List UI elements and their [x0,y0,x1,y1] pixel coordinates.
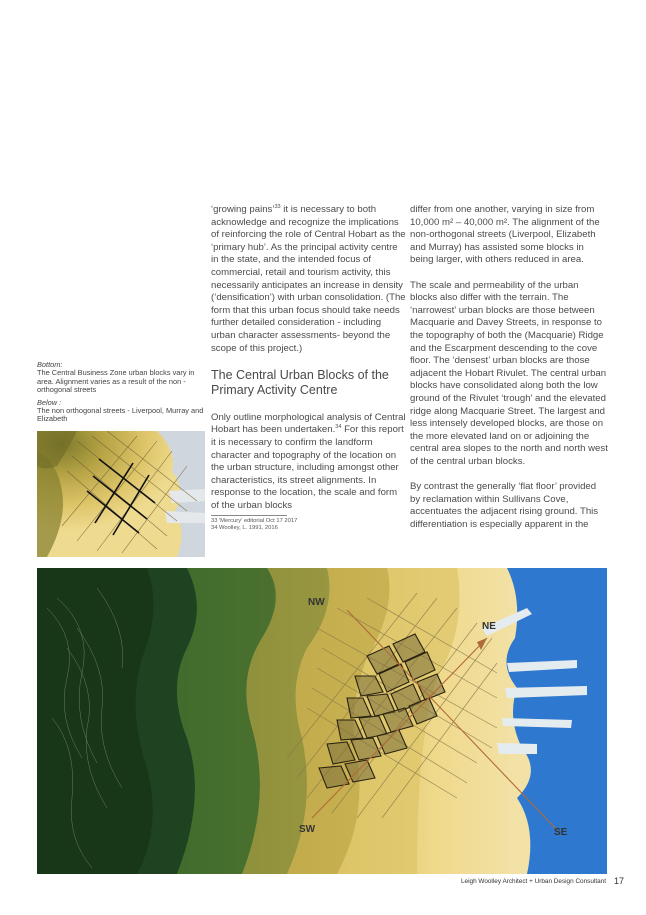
col1-p1-text-a: ‘growing pains’ [211,204,275,215]
page-number: 17 [614,876,625,886]
footnote-ref-33: 33 [274,203,281,210]
col1-p1-text-b: it is necessary to both acknowledge and recognize the implications of reinforcing the role of Central Hobart as the ‘primary hub’. As the principal activity centre in the state, and the intended focus of commercial, retail and tourism activity, this necessarily anticipates an increase in density (‘densification’) with urban consolidation. (The form that this urban focus should take needs further detailed consideration - including urban character assessments- beyond the scope of this project.) [211,204,406,354]
caption-bottom-text: The Central Business Zone urban blocks vary in area. Alignment varies as a result of the non - orthogonal streets [37,368,195,395]
col2-paragraph-2: The scale and permeability of the urban blocks also differ with the terrain. The ‘narrowest’ urban blocks are those between Macquarie and Davey Streets, in response to the topography of both the (Macquarie) Ridge and the Escarpment descending to the cove floor. The ‘densest’ urban blocks are those adjacent the Hobart Rivulet. The central urban blocks have consolidated along both the low ground of the Rivulet ‘trough’ and the elevated ridge along Macquarie Street. The largest and less intensely developed blocks, are those on the more elevated land on or adjoining the central area slopes to the north and north west of the central urban blocks. [410,279,608,467]
footnote-ref-34: 34 [335,424,342,431]
caption-below-label: Below : [37,397,62,407]
section-heading: The Central Urban Blocks of the Primary Activity Centre [211,367,389,398]
footnote-34: 34 Woolley, L. 1991, 2016 [211,525,278,532]
label-ne: NE [482,621,496,632]
text-column-1 [211,204,407,532]
col2-paragraph-3: By contrast the generally ‘flat floor’ provided by reclamation within Sullivans Cove, accentuates the adjacent rising ground. This differentiation is especially apparent in the [410,481,599,530]
large-topographic-map [37,568,607,874]
footer-credit: Leigh Woolley Architect + Urban Design Consultant [461,878,606,885]
caption-bottom-label: Bottom: [37,360,63,369]
label-nw: NW [308,597,325,608]
caption-below-text: The non orthogonal streets - Liverpool, Murray and Elizabeth [37,406,204,424]
label-se: SE [554,827,568,838]
footnote-33: 33 'Mercury' editorial Oct 17 2017 [211,518,298,525]
col1-p2-text-a: Only outline morphological analysis of Central Hobart has been undertaken. [211,411,406,436]
col1-p2-text-b: For this report it is necessary to confirm the landform character and topography of the location on the urban structure, including amongst other characteristics, its street alignments. In response to the location, the scale and form of the urban blocks [211,424,404,511]
col1-paragraph-1 [211,204,407,355]
text-column-2 [410,204,608,531]
figure-caption [37,361,207,424]
footnote-divider [211,515,287,516]
col1-paragraph-2 [211,412,407,513]
label-sw: SW [299,824,316,835]
small-topographic-map [37,431,205,557]
col2-paragraph-1: differ from one another, varying in size from 10,000 m² – 40,000 m². The alignment of the non-orthogonal streets (Liverpool, Elizabeth and Murray) has assisted some blocks in being larger, with others reduced in area. [410,204,600,266]
